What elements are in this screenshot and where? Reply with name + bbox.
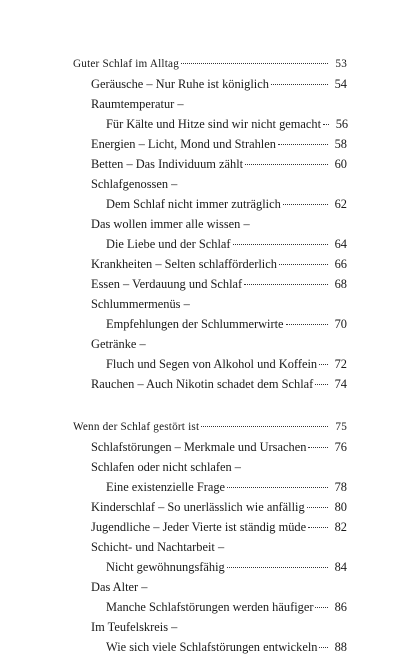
dot-leader xyxy=(271,84,328,85)
page-number: 76 xyxy=(334,440,347,454)
toc-entry-subtitle xyxy=(73,477,347,497)
dot-leader xyxy=(286,324,328,325)
toc-entry-subtitle xyxy=(73,314,347,334)
toc-entry-text: Rauchen – Auch Nikotin schadet dem Schlaf xyxy=(91,377,314,391)
dot-leader xyxy=(278,144,328,145)
dot-leader xyxy=(319,647,328,648)
toc-entry-text: Energien – Licht, Mond und Strahlen xyxy=(91,137,276,151)
toc-entry-text: Schlafstörungen – Merkmale und Ursachen xyxy=(91,440,307,454)
toc-entry-subtitle-text: Für Kälte und Hitze sind wir nicht gemacht xyxy=(106,117,322,131)
dot-leader xyxy=(245,164,328,165)
toc-entry-subtitle xyxy=(73,234,347,254)
toc-entry-title xyxy=(73,457,347,477)
toc-entry-text: Krankheiten – Selten schlafförderlich xyxy=(91,257,277,271)
toc-entry xyxy=(73,74,347,94)
toc-entry-subtitle xyxy=(73,114,347,134)
page-number: 68 xyxy=(334,277,347,291)
toc-entry-title xyxy=(73,294,347,314)
toc-entry-subtitle-text: Eine existenzielle Frage xyxy=(106,480,226,494)
toc-entry xyxy=(73,254,347,274)
dot-leader xyxy=(181,63,328,64)
dot-leader xyxy=(308,527,328,528)
page-number: 56 xyxy=(335,117,349,131)
toc-entry xyxy=(73,497,347,517)
toc-entry-text: Betten – Das Individuum zählt xyxy=(91,157,244,171)
page-number: 86 xyxy=(334,600,347,614)
toc-entry-title-text: Schlafen oder nicht schlafen – xyxy=(91,460,242,474)
page-number: 66 xyxy=(334,257,347,271)
page-number: 75 xyxy=(335,421,347,433)
page-number: 58 xyxy=(334,137,347,151)
page-number: 84 xyxy=(334,560,347,574)
page-number: 80 xyxy=(334,500,347,514)
toc-entry xyxy=(73,517,347,537)
toc-entry-title-text: Das wollen immer alle wissen – xyxy=(91,217,250,231)
toc-entry-subtitle-text: Fluch und Segen von Alkohol und Koffein xyxy=(106,357,318,371)
page-number: 74 xyxy=(334,377,347,391)
dot-leader xyxy=(315,607,328,608)
toc-entry-title xyxy=(73,94,347,114)
toc-entry-subtitle-text: Wie sich viele Schlafstörungen entwickeln xyxy=(106,640,318,654)
toc-entry-title-text: Im Teufelskreis – xyxy=(91,620,178,634)
toc-entry xyxy=(73,134,347,154)
page-number: 78 xyxy=(334,480,347,494)
toc-entry-subtitle xyxy=(73,194,347,214)
toc-entry-title-text: Raumtemperatur – xyxy=(91,97,184,111)
toc-entry-title-text: Schicht- und Nachtarbeit – xyxy=(91,540,225,554)
section-heading-text: Wenn der Schlaf gestört ist xyxy=(73,421,200,433)
toc-entry-subtitle-text: Dem Schlaf nicht immer zuträglich xyxy=(106,197,281,211)
toc-entry-title-text: Schlummermenüs – xyxy=(91,297,190,311)
dot-leader xyxy=(244,284,328,285)
toc-entry-title-text: Schlafgenossen – xyxy=(91,177,178,191)
dot-leader xyxy=(315,384,328,385)
toc-entry-title-text: Getränke – xyxy=(91,337,146,351)
dot-leader xyxy=(233,244,328,245)
toc-entry-title xyxy=(73,577,347,597)
toc-entry xyxy=(73,154,347,174)
toc-entry xyxy=(73,374,347,394)
dot-leader xyxy=(308,447,328,448)
toc-entry-subtitle-text: Manche Schlafstörungen werden häufiger xyxy=(106,600,314,614)
toc-entry-title-text: Das Alter – xyxy=(91,580,148,594)
section-heading xyxy=(73,417,347,437)
toc-entry-text: Kinderschlaf – So unerlässlich wie anfällig xyxy=(91,500,305,514)
toc-section xyxy=(73,54,347,394)
page-number: 54 xyxy=(334,77,347,91)
toc-entry-text: Jugendliche – Jeder Vierte ist ständig müde xyxy=(91,520,307,534)
section-heading-text: Guter Schlaf im Alltag xyxy=(73,58,179,70)
dot-leader xyxy=(227,567,328,568)
dot-leader xyxy=(283,204,328,205)
table-of-contents xyxy=(73,54,347,657)
toc-entry-subtitle xyxy=(73,354,347,374)
toc-section xyxy=(73,417,347,657)
toc-entry-title xyxy=(73,617,347,637)
toc-entry xyxy=(73,274,347,294)
page-number: 53 xyxy=(335,58,347,70)
page-number: 70 xyxy=(334,317,347,331)
toc-entry-subtitle-text: Empfehlungen der Schlummerwirte xyxy=(106,317,284,331)
page-number: 72 xyxy=(334,357,347,371)
toc-entry-subtitle-text: Die Liebe und der Schlaf xyxy=(106,237,231,251)
dot-leader xyxy=(227,487,328,488)
page-number: 82 xyxy=(334,520,347,534)
toc-entry-subtitle xyxy=(73,597,347,617)
toc-entry xyxy=(73,437,347,457)
toc-entry-subtitle-text: Nicht gewöhnungsfähig xyxy=(106,560,225,574)
toc-entry-subtitle xyxy=(73,637,347,657)
section-heading xyxy=(73,54,347,74)
toc-entry-subtitle xyxy=(73,557,347,577)
dot-leader xyxy=(319,364,328,365)
dot-leader xyxy=(323,124,329,125)
page-number: 62 xyxy=(334,197,347,211)
page-number: 60 xyxy=(334,157,347,171)
page-number: 64 xyxy=(334,237,347,251)
dot-leader xyxy=(307,507,328,508)
toc-entry-title xyxy=(73,537,347,557)
toc-entry-text: Essen – Verdauung und Schlaf xyxy=(91,277,243,291)
page-number: 88 xyxy=(334,640,347,654)
toc-entry-text: Geräusche – Nur Ruhe ist königlich xyxy=(91,77,269,91)
dot-leader xyxy=(201,426,328,427)
dot-leader xyxy=(279,264,328,265)
toc-entry-title xyxy=(73,334,347,354)
toc-entry-title xyxy=(73,174,347,194)
toc-entry-title xyxy=(73,214,347,234)
